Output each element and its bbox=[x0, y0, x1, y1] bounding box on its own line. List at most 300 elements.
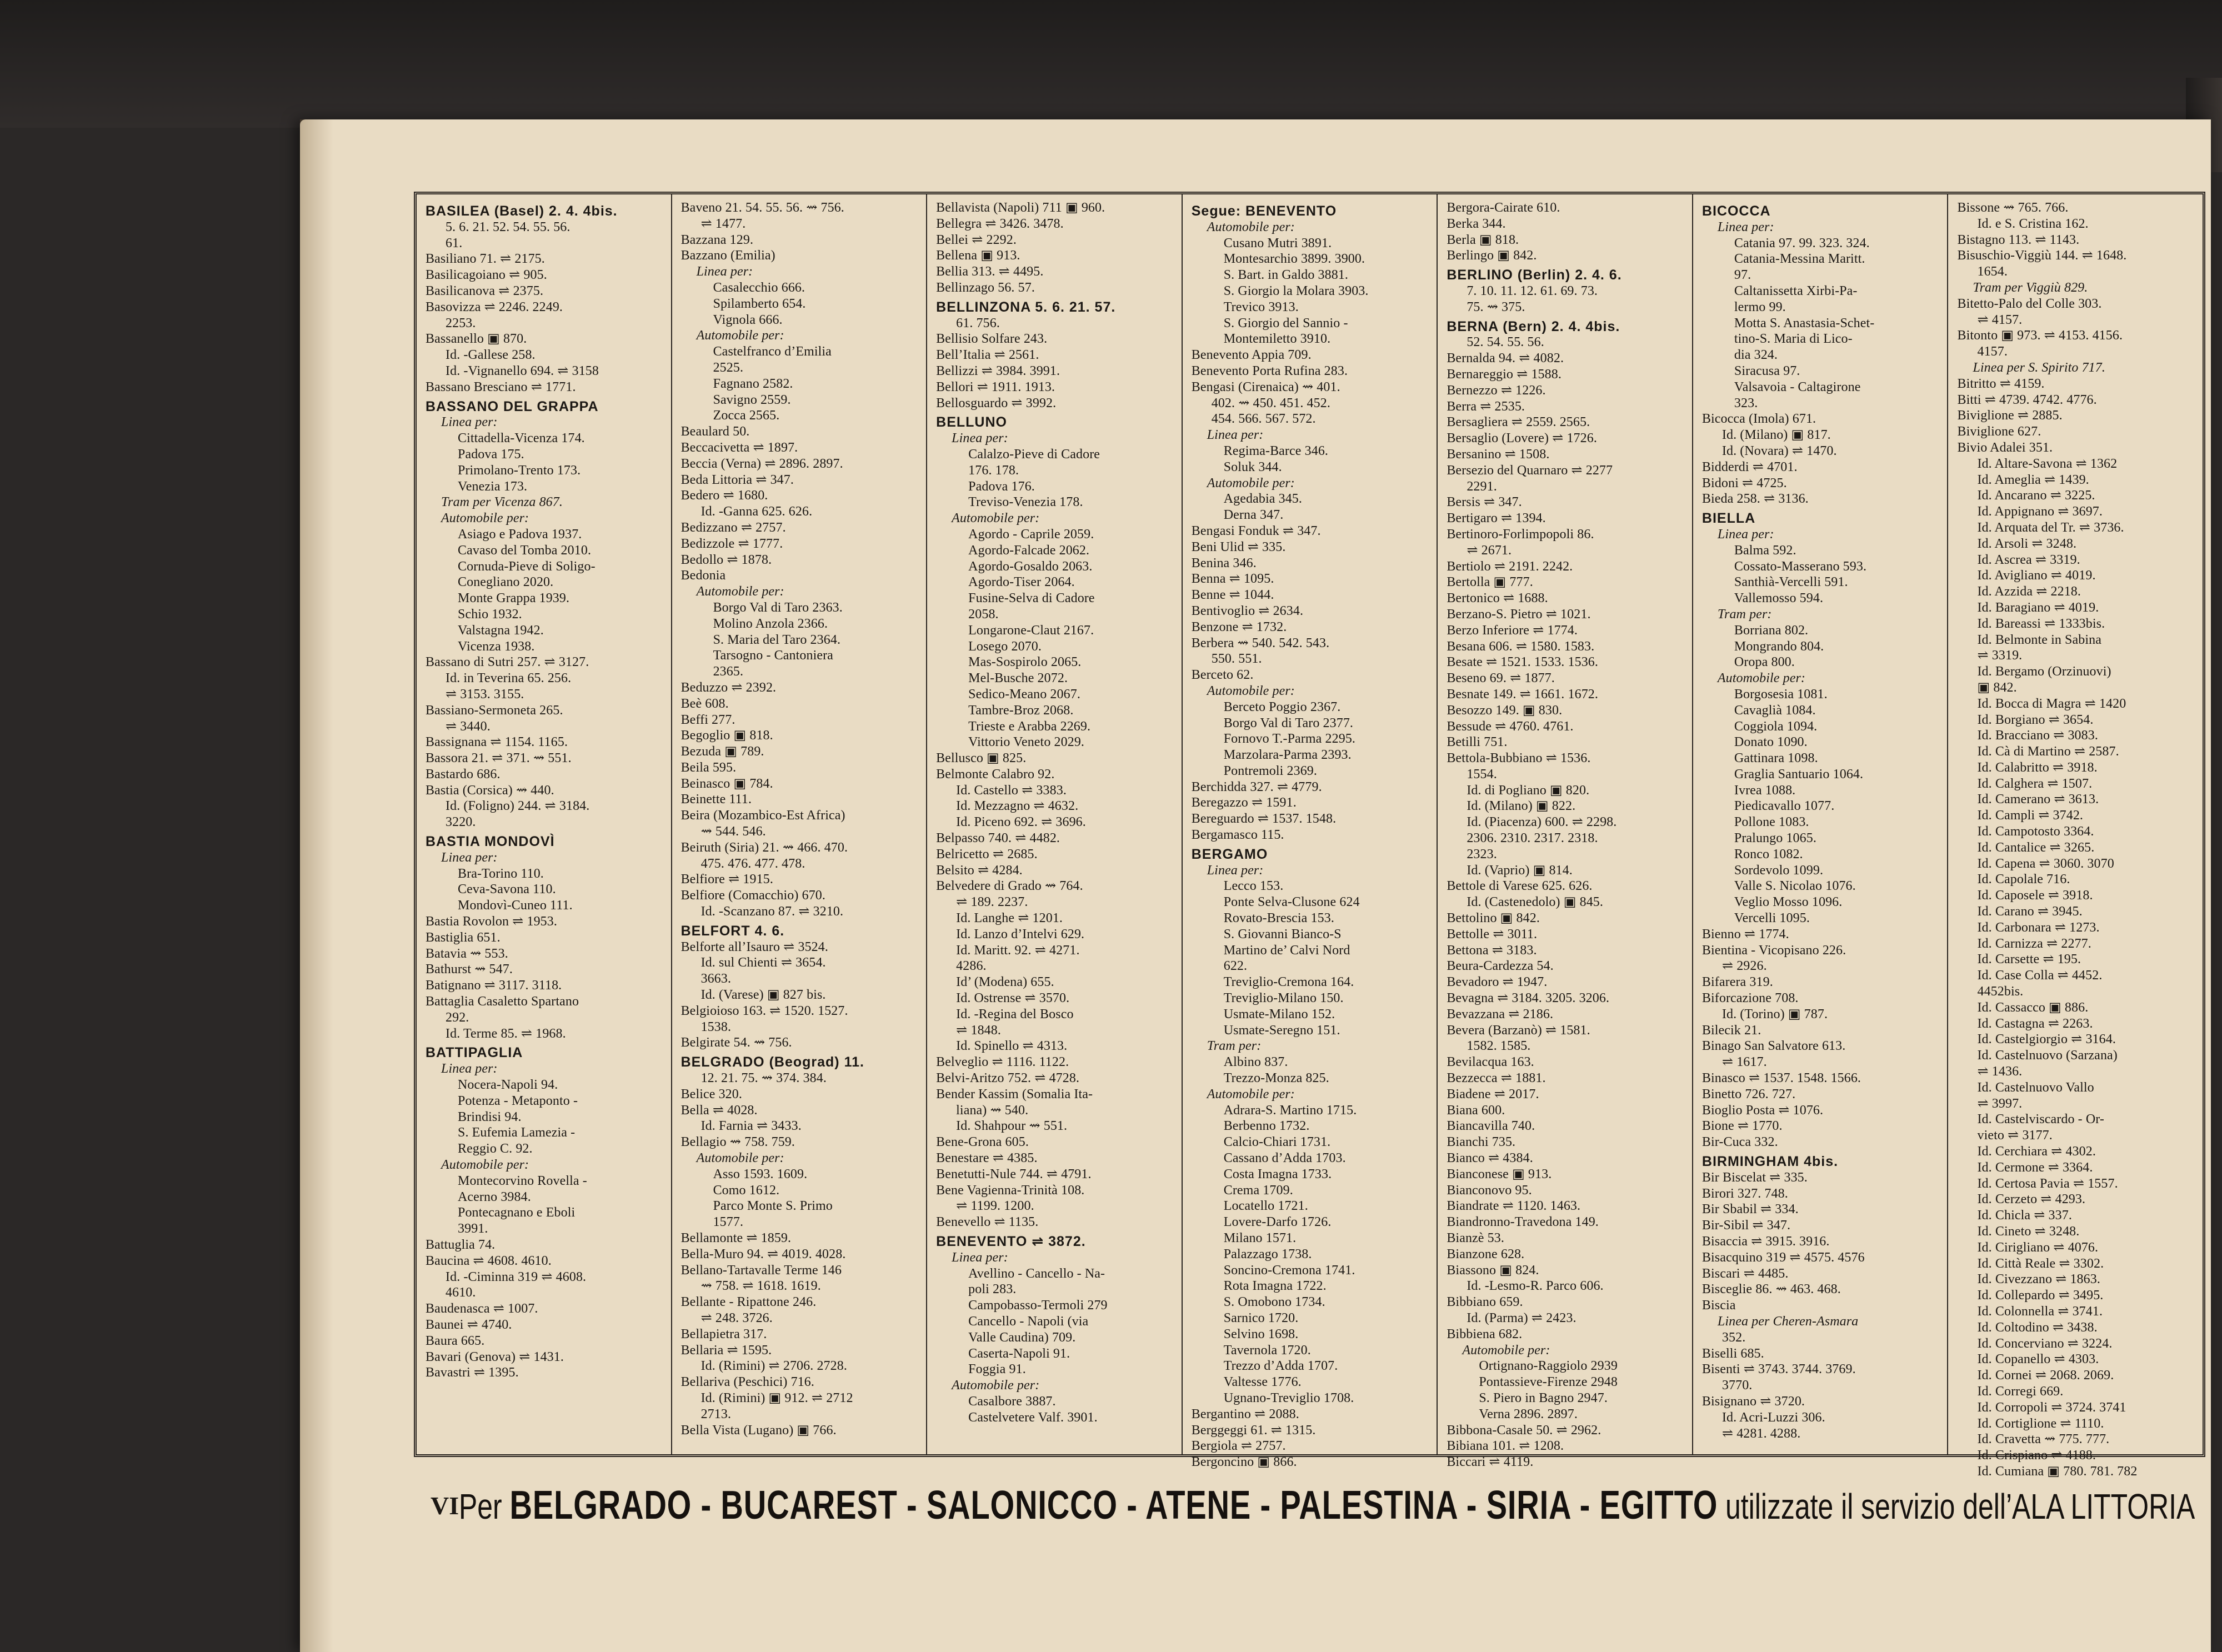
index-entry: 4157. bbox=[1977, 344, 2008, 359]
index-entry: Bisuschio-Viggiù 144. ⇌ 1648. bbox=[1957, 248, 2127, 263]
index-entry: Linea per: bbox=[1717, 527, 1774, 542]
entry-heading: BATTIPAGLIA bbox=[426, 1045, 523, 1061]
index-entry: Id. Farnia ⇌ 3433. bbox=[700, 1119, 802, 1134]
index-entry: Bianzone 628. bbox=[1447, 1246, 1525, 1261]
index-entry: Automobile per: bbox=[696, 328, 784, 343]
index-entry: Pontassieve-Firenze 2948 bbox=[1479, 1375, 1618, 1390]
index-entry: 5. 6. 21. 52. 54. 55. 56. bbox=[446, 219, 570, 234]
index-entry: Bertolla ▣ 777. bbox=[1447, 575, 1533, 590]
index-entry: Tarsogno - Cantoniera bbox=[713, 648, 833, 663]
index-entry: Milano 1571. bbox=[1223, 1231, 1297, 1245]
index-entry: Id. (Torino) ▣ 787. bbox=[1721, 1007, 1828, 1022]
index-entry: 4286. bbox=[956, 959, 987, 974]
index-entry: Id. Shahpour ⇝ 551. bbox=[956, 1119, 1068, 1134]
index-entry: Id. Civezzano ⇌ 1863. bbox=[1977, 1272, 2100, 1287]
index-entry: 2058. bbox=[968, 607, 999, 622]
index-entry: Linea per: bbox=[1207, 428, 1264, 443]
index-entry: Ceva-Savona 110. bbox=[458, 882, 556, 897]
index-entry: Bella Vista (Lugano) ▣ 766. bbox=[680, 1423, 837, 1438]
index-entry: Tavernola 1720. bbox=[1223, 1343, 1311, 1358]
index-entry: Tram per: bbox=[1717, 607, 1772, 622]
index-entry: Id. Azzida ⇌ 2218. bbox=[1977, 584, 2081, 599]
index-entry: Benevento Porta Rufina 283. bbox=[1191, 363, 1348, 378]
index-entry: Borgo Val di Taro 2377. bbox=[1223, 715, 1354, 730]
index-entry: Nocera-Napoli 94. bbox=[458, 1078, 558, 1093]
index-entry: Id. Cassacco ▣ 886. bbox=[1977, 1000, 2089, 1015]
entry-heading: BIRMINGHAM 4bis. bbox=[1701, 1154, 1839, 1170]
index-entry: Id. sul Chienti ⇌ 3654. bbox=[700, 955, 826, 970]
index-entry: Berra ⇌ 2535. bbox=[1447, 399, 1525, 414]
index-entry: Bir-Sibil ⇌ 347. bbox=[1701, 1218, 1791, 1233]
index-entry: Id. Coltodino ⇌ 3438. bbox=[1977, 1320, 2098, 1335]
index-entry: Trezzo-Monza 825. bbox=[1223, 1071, 1329, 1086]
index-entry: Rota Imagna 1722. bbox=[1223, 1279, 1327, 1294]
index-entry: Bessude ⇌ 4760. 4761. bbox=[1447, 719, 1574, 734]
index-entry: 3770. bbox=[1721, 1378, 1753, 1393]
index-entry: 4452bis. bbox=[1977, 984, 2024, 999]
index-entry: Automobile per: bbox=[1207, 475, 1295, 490]
index-entry: Benetutti-Nule 744. ⇌ 4791. bbox=[936, 1167, 1092, 1182]
index-entry: Adrara-S. Martino 1715. bbox=[1223, 1103, 1357, 1118]
index-entry: Soluk 344. bbox=[1223, 459, 1282, 474]
index-entry: S. Giorgio del Sannio - bbox=[1223, 316, 1348, 331]
index-entry: Cossato-Masserano 593. bbox=[1734, 559, 1867, 574]
index-entry: ⇌ 1477. bbox=[700, 216, 746, 231]
index-entry: Catania-Messina Maritt. bbox=[1734, 252, 1865, 267]
index-table bbox=[414, 192, 2205, 1479]
index-entry: Avellino - Cancello - Na- bbox=[968, 1266, 1105, 1281]
index-entry: Biscari ⇌ 4485. bbox=[1701, 1266, 1789, 1281]
index-entry: Valsavoia - Caltagirone bbox=[1734, 379, 1861, 394]
index-entry: Tram per Vicenza 867. bbox=[441, 495, 563, 510]
index-entry: Longarone-Claut 2167. bbox=[968, 623, 1094, 638]
index-entry: Id. Capena ⇌ 3060. 3070 bbox=[1977, 856, 2114, 871]
index-entry: 550. 551. bbox=[1211, 652, 1262, 667]
index-entry: 2525. bbox=[713, 360, 744, 375]
index-entry: Usmate-Milano 152. bbox=[1223, 1007, 1335, 1022]
index-entry: Linea per: bbox=[1717, 219, 1774, 234]
index-entry: Bastiglia 651. bbox=[426, 930, 501, 945]
index-entry: 402. ⇝ 450. 451. 452. bbox=[1211, 396, 1330, 411]
index-entry: Id. -Regina del Bosco bbox=[956, 1007, 1074, 1022]
index-entry: Belice 320. bbox=[680, 1087, 742, 1102]
index-entry: ⇌ 4157. bbox=[1977, 312, 2023, 327]
index-entry: Benina 346. bbox=[1191, 555, 1257, 570]
index-entry: Zocca 2565. bbox=[713, 408, 780, 423]
index-entry: Baudenasca ⇌ 1007. bbox=[426, 1301, 538, 1316]
entry-heading: BASILEA (Basel) 2. 4. 4bis. bbox=[426, 203, 618, 219]
index-entry: Catania 97. 99. 323. 324. bbox=[1734, 236, 1870, 251]
index-entry: ⇝ 758. ⇌ 1618. 1619. bbox=[700, 1279, 821, 1294]
index-entry: Primolano-Trento 173. bbox=[458, 463, 581, 478]
index-entry: Id. Piceno 692. ⇌ 3696. bbox=[956, 815, 1086, 830]
ad-destinations: BELGRADO - BUCAREST - SALONICCO - ATENE - PALESTINA - SIRIA - EGITTO bbox=[509, 1483, 1718, 1528]
index-entry: Bisacquino 319 ⇌ 4575. 4576 bbox=[1701, 1250, 1865, 1265]
index-entry: ▣ 842. bbox=[1977, 680, 2017, 695]
index-entry: Bastardo 686. bbox=[426, 767, 501, 782]
index-entry: Id. Camerano ⇌ 3613. bbox=[1977, 792, 2099, 807]
index-entry: Beni Ulid ⇌ 335. bbox=[1191, 539, 1286, 554]
index-entry: 1582. 1585. bbox=[1467, 1039, 1531, 1054]
index-entry: Bitritto ⇌ 4159. bbox=[1957, 376, 2045, 391]
index-entry: Casalecchio 666. bbox=[713, 280, 805, 295]
index-entry: Id. Carbonara ⇌ 1273. bbox=[1977, 920, 2100, 935]
index-entry: S. Giorgio la Molara 3903. bbox=[1223, 283, 1369, 298]
index-entry: Automobile per: bbox=[696, 584, 784, 599]
index-entry: Treviglio-Cremona 164. bbox=[1223, 975, 1354, 990]
index-entry: Cusano Mutri 3891. bbox=[1223, 236, 1332, 251]
index-entry: Id. -Ganna 625. 626. bbox=[700, 504, 813, 519]
index-entry: Bidderdi ⇌ 4701. bbox=[1701, 459, 1798, 474]
index-entry: Bianco ⇌ 4384. bbox=[1447, 1151, 1533, 1166]
index-entry: Id. Borgiano ⇌ 3654. bbox=[1977, 712, 2094, 727]
index-entry: Id. e S. Cristina 162. bbox=[1977, 216, 2089, 231]
index-entry: Berbenno 1732. bbox=[1223, 1119, 1310, 1134]
index-entry: Id. Corregi 669. bbox=[1977, 1384, 2064, 1399]
index-entry: Automobile per: bbox=[952, 511, 1040, 526]
index-entry: Id. (Piacenza) 600. ⇌ 2298. bbox=[1467, 815, 1617, 830]
index-entry: Id. Ascrea ⇌ 3319. bbox=[1977, 552, 2080, 567]
index-entry: 1577. bbox=[713, 1215, 744, 1230]
index-entry: 3663. bbox=[700, 972, 732, 987]
index-entry: Belsito ⇌ 4284. bbox=[936, 863, 1023, 878]
index-entry: Trezzo d’Adda 1707. bbox=[1223, 1359, 1338, 1374]
index-entry: Bellusco ▣ 825. bbox=[936, 751, 1027, 766]
index-entry: Bene Vagienna-Trinità 108. bbox=[936, 1183, 1085, 1198]
index-entry: Id. Calabritto ⇌ 3918. bbox=[1977, 760, 2098, 775]
index-entry: Palazzago 1738. bbox=[1223, 1246, 1312, 1261]
index-entry: Automobile per: bbox=[1207, 219, 1295, 234]
index-entry: Baunei ⇌ 4740. bbox=[426, 1317, 512, 1332]
index-entry: Bassano Bresciano ⇌ 1771. bbox=[426, 379, 576, 394]
index-entry: Montemiletto 3910. bbox=[1223, 332, 1331, 347]
index-entry: Beccacivetta ⇌ 1897. bbox=[680, 440, 798, 455]
index-column-3 bbox=[927, 194, 1183, 1454]
index-entry: ⇌ 1199. 1200. bbox=[956, 1199, 1034, 1214]
index-entry: Calalzo-Pieve di Cadore bbox=[968, 447, 1100, 462]
index-entry: Bathurst ⇝ 547. bbox=[426, 962, 513, 977]
index-entry: Id. Altare-Savona ⇌ 1362 bbox=[1977, 456, 2118, 471]
index-entry: Belfiore ⇌ 1915. bbox=[680, 872, 773, 887]
index-entry: Beira (Mozambico-Est Africa) bbox=[680, 808, 845, 823]
index-entry: Bellaria ⇌ 1595. bbox=[680, 1343, 772, 1358]
index-entry: Bertinoro-Forlimpopoli 86. bbox=[1447, 527, 1594, 542]
index-entry: ⇌ 3153. 3155. bbox=[446, 687, 524, 702]
index-entry: Bevazzana ⇌ 2186. bbox=[1447, 1007, 1554, 1022]
index-entry: Id. -Ciminna 319 ⇌ 4608. bbox=[446, 1269, 587, 1284]
index-entry: Belvedere di Grado ⇝ 764. bbox=[936, 879, 1083, 894]
index-entry: Bergamasco 115. bbox=[1191, 828, 1284, 843]
index-entry: Bisignano ⇌ 3720. bbox=[1701, 1394, 1805, 1409]
entry-heading: BELLINZONA 5. 6. 21. 57. bbox=[936, 299, 1116, 315]
index-entry: Id. Lanzo d’Intelvi 629. bbox=[956, 927, 1085, 942]
index-column-2 bbox=[672, 194, 928, 1454]
index-entry: Biviglione ⇌ 2885. bbox=[1957, 408, 2063, 423]
index-entry: Beè 608. bbox=[680, 696, 729, 711]
index-entry: Id. Cantalice ⇌ 3265. bbox=[1977, 840, 2095, 855]
index-entry: Id. Castelviscardo - Or- bbox=[1977, 1112, 2104, 1127]
index-entry: Coggiola 1094. bbox=[1734, 719, 1818, 734]
index-entry: Basovizza ⇌ 2246. 2249. bbox=[426, 299, 563, 314]
index-entry: Potenza - Metaponto - bbox=[458, 1093, 578, 1108]
index-entry: Rovato-Brescia 153. bbox=[1223, 911, 1334, 926]
index-entry: Biandrate ⇌ 1120. 1463. bbox=[1447, 1199, 1581, 1214]
index-entry: Berlingo ▣ 842. bbox=[1447, 248, 1537, 263]
index-entry: Valstagna 1942. bbox=[458, 623, 544, 638]
index-entry: Id. (Varese) ▣ 827 bis. bbox=[700, 988, 826, 1003]
index-entry: Acerno 3984. bbox=[458, 1189, 531, 1204]
index-entry: Mondovì-Cuneo 111. bbox=[458, 898, 573, 913]
index-entry: Biselli 685. bbox=[1701, 1346, 1764, 1361]
index-entry: Bene-Grona 605. bbox=[936, 1135, 1029, 1150]
index-entry: Linea per: bbox=[441, 1062, 498, 1077]
index-entry: Bassignana ⇌ 1154. 1165. bbox=[426, 735, 568, 750]
index-entry: Sordevolo 1099. bbox=[1734, 863, 1824, 878]
index-entry: poli 283. bbox=[968, 1282, 1017, 1297]
entry-heading: BELFORT 4. 6. bbox=[680, 923, 785, 939]
index-entry: Vercelli 1095. bbox=[1734, 911, 1810, 926]
index-entry: Pollone 1083. bbox=[1734, 815, 1809, 830]
index-entry: Vittorio Veneto 2029. bbox=[968, 735, 1085, 750]
index-entry: S. Omobono 1734. bbox=[1223, 1295, 1325, 1310]
index-entry: Besnate 149. ⇌ 1661. 1672. bbox=[1447, 687, 1598, 702]
index-entry: ⇌ 189. 2237. bbox=[956, 895, 1028, 910]
entry-heading: BELGRADO (Beograd) 11. bbox=[680, 1054, 864, 1070]
index-entry: ⇌ 3319. bbox=[1977, 648, 2023, 663]
index-entry: Berggeggi 61. ⇌ 1315. bbox=[1191, 1423, 1316, 1438]
index-entry: Automobile per: bbox=[441, 1158, 529, 1173]
index-entry: Besana 606. ⇌ 1580. 1583. bbox=[1447, 639, 1595, 654]
index-entry: Derna 347. bbox=[1223, 508, 1284, 523]
index-entry: Bisaccia ⇌ 3915. 3916. bbox=[1701, 1234, 1830, 1249]
index-entry: Bir Biscelat ⇌ 335. bbox=[1701, 1170, 1808, 1185]
index-entry: Bir Sbabil ⇌ 334. bbox=[1701, 1202, 1799, 1217]
index-entry: Schio 1932. bbox=[458, 607, 522, 622]
index-entry: Treviglio-Milano 150. bbox=[1223, 991, 1344, 1006]
index-entry: Baura 665. bbox=[426, 1333, 485, 1348]
index-entry: Id. Castello ⇌ 3383. bbox=[956, 783, 1067, 798]
index-entry: Locatello 1721. bbox=[1223, 1199, 1308, 1214]
background-dark-fabric bbox=[0, 0, 2222, 128]
index-entry: Bersagliera ⇌ 2559. 2565. bbox=[1447, 415, 1590, 430]
index-entry: Berbera ⇝ 540. 542. 543. bbox=[1191, 635, 1330, 650]
index-entry: Agordo - Caprile 2059. bbox=[968, 527, 1094, 542]
index-entry: Bettolle ⇌ 3011. bbox=[1447, 927, 1538, 942]
index-entry: Bieda 258. ⇌ 3136. bbox=[1701, 492, 1809, 507]
index-entry: Id. in Teverina 65. 256. bbox=[446, 671, 572, 686]
index-entry: Fusine-Selva di Cadore bbox=[968, 591, 1095, 606]
index-entry: Bertiolo ⇌ 2191. 2242. bbox=[1447, 559, 1573, 574]
index-entry: Bersis ⇌ 347. bbox=[1447, 495, 1522, 510]
index-entry: Id. Castelnuovo (Sarzana) bbox=[1977, 1048, 2118, 1063]
index-entry: Biscia bbox=[1701, 1298, 1736, 1313]
index-entry: ⇌ 1617. bbox=[1721, 1055, 1767, 1070]
index-entry: Battuglia 74. bbox=[426, 1238, 496, 1252]
index-entry: Bellinzago 56. 57. bbox=[936, 280, 1035, 295]
index-entry: Bassora 21. ⇌ 371. ⇝ 551. bbox=[426, 751, 572, 766]
index-entry: Id. Bracciano ⇌ 3083. bbox=[1977, 728, 2098, 743]
index-entry: Basilicagoiano ⇌ 905. bbox=[426, 268, 547, 283]
index-entry: Belfiore (Comacchio) 670. bbox=[680, 888, 825, 903]
index-entry: Piedicavallo 1077. bbox=[1734, 799, 1835, 814]
index-entry: Bevera (Barzanò) ⇌ 1581. bbox=[1447, 1023, 1590, 1038]
index-entry: Selvino 1698. bbox=[1223, 1326, 1299, 1341]
index-entry: Bertigaro ⇌ 1394. bbox=[1447, 511, 1546, 526]
index-entry: Id. Cravetta ⇝ 775. 777. bbox=[1977, 1432, 2110, 1447]
index-entry: 2713. bbox=[700, 1406, 732, 1421]
index-entry: Benevello ⇌ 1135. bbox=[936, 1215, 1039, 1230]
index-entry: ⇌ 4281. 4288. bbox=[1721, 1426, 1801, 1441]
index-entry: Linea per: bbox=[441, 415, 498, 430]
index-entry: Pontecagnano e Eboli bbox=[458, 1205, 575, 1220]
index-entry: Automobile per: bbox=[1462, 1343, 1550, 1358]
index-entry: Mas-Sospirolo 2065. bbox=[968, 655, 1082, 670]
index-entry: Siracusa 97. bbox=[1734, 363, 1800, 378]
entry-heading: Segue: BENEVENTO bbox=[1191, 203, 1337, 219]
index-column-5 bbox=[1438, 194, 1693, 1470]
index-entry: Automobile per: bbox=[696, 1151, 784, 1166]
index-column-7 bbox=[1948, 194, 2203, 1479]
index-entry: Berceto Poggio 2367. bbox=[1223, 699, 1341, 714]
index-entry: Padova 176. bbox=[968, 479, 1035, 494]
index-entry: 1554. bbox=[1467, 767, 1497, 782]
index-entry: Bedizzano ⇌ 2757. bbox=[680, 520, 786, 535]
index-entry: Bengasi (Cirenaica) ⇝ 401. bbox=[1191, 379, 1340, 394]
index-entry: Biccari ⇌ 4119. bbox=[1447, 1455, 1534, 1470]
page-number: VI bbox=[431, 1491, 459, 1520]
index-entry: Id. Castelnuovo Vallo bbox=[1977, 1080, 2094, 1095]
index-entry: Ugnano-Treviglio 1708. bbox=[1223, 1390, 1354, 1405]
index-entry: Id. di Pogliano ▣ 820. bbox=[1467, 783, 1590, 798]
index-entry: Id. Cà di Martino ⇌ 2587. bbox=[1977, 744, 2119, 759]
index-entry: Id. Città Reale ⇌ 3302. bbox=[1977, 1256, 2104, 1271]
index-entry: Linea per: bbox=[1207, 863, 1264, 878]
index-entry: Binago San Salvatore 613. bbox=[1701, 1039, 1846, 1054]
index-entry: Berzo Inferiore ⇌ 1774. bbox=[1447, 623, 1578, 638]
index-entry: 292. bbox=[446, 1010, 469, 1025]
index-entry: Beccia (Verna) ⇌ 2896. 2897. bbox=[680, 456, 843, 471]
index-entry: Agedabia 345. bbox=[1223, 492, 1302, 507]
index-entry: Cavaso del Tomba 2010. bbox=[458, 543, 592, 558]
index-entry: Biassono ▣ 824. bbox=[1447, 1263, 1539, 1278]
index-entry: Id. Appignano ⇌ 3697. bbox=[1977, 504, 2103, 519]
index-entry: Batignano ⇌ 3117. 3118. bbox=[426, 978, 562, 993]
index-entry: Bellosguardo ⇌ 3992. bbox=[936, 396, 1057, 411]
index-entry: Benne ⇌ 1044. bbox=[1191, 588, 1274, 603]
index-entry: Id. (Foligno) 244. ⇌ 3184. bbox=[446, 799, 590, 814]
index-entry: Bevagna ⇌ 3184. 3205. 3206. bbox=[1447, 991, 1610, 1006]
index-entry: 61. bbox=[446, 236, 463, 251]
index-entry: Baucina ⇌ 4608. 4610. bbox=[426, 1253, 552, 1268]
index-entry: Treviso-Venezia 178. bbox=[968, 495, 1083, 510]
index-entry: Basiliano 71. ⇌ 2175. bbox=[426, 252, 545, 267]
index-entry: Id. (Rimini) ▣ 912. ⇌ 2712 bbox=[700, 1390, 853, 1405]
index-entry: Castelfranco d’Emilia bbox=[713, 344, 832, 359]
index-entry: Vallemosso 594. bbox=[1734, 591, 1824, 606]
index-entry: Valtesse 1776. bbox=[1223, 1375, 1302, 1390]
index-entry: ⇌ 3997. bbox=[1977, 1096, 2023, 1111]
index-entry: Beffi 277. bbox=[680, 712, 735, 727]
index-entry: Bientina - Vicopisano 226. bbox=[1701, 943, 1846, 958]
index-entry: Bidoni ⇌ 4725. bbox=[1701, 475, 1787, 490]
entry-heading: BELLUNO bbox=[936, 414, 1007, 430]
index-entry: Bifarera 319. bbox=[1701, 975, 1773, 990]
index-entry: Berla ▣ 818. bbox=[1447, 232, 1519, 247]
index-entry: 7. 10. 11. 12. 61. 69. 73. bbox=[1467, 283, 1598, 298]
index-entry: Biandronno-Travedona 149. bbox=[1447, 1215, 1599, 1230]
index-entry: Biforcazione 708. bbox=[1701, 991, 1799, 1006]
index-entry: Asiago e Padova 1937. bbox=[458, 527, 582, 542]
index-entry: Cassano d’Adda 1703. bbox=[1223, 1151, 1346, 1166]
index-entry: Bettole di Varese 625. 626. bbox=[1447, 879, 1593, 894]
index-entry: Id. Bareassi ⇌ 1333bis. bbox=[1977, 616, 2105, 631]
index-entry: Lovere-Darfo 1726. bbox=[1223, 1215, 1332, 1230]
index-entry: Bibbiena 682. bbox=[1447, 1326, 1523, 1341]
index-entry: Santhià-Vercelli 591. bbox=[1734, 575, 1848, 590]
index-entry: Id. Chicla ⇌ 337. bbox=[1977, 1208, 2072, 1223]
index-entry: Bellia 313. ⇌ 4495. bbox=[936, 264, 1044, 279]
index-entry: Bitonto ▣ 973. ⇌ 4153. 4156. bbox=[1957, 328, 2123, 343]
entry-heading: BASSANO DEL GRAPPA bbox=[426, 398, 599, 414]
ad-tail: utilizzate il servizio dell’ALA LITTORIA bbox=[1725, 1486, 2195, 1526]
index-entry: Id. Carnizza ⇌ 2277. bbox=[1977, 936, 2091, 951]
index-entry: Beduzzo ⇌ 2392. bbox=[680, 680, 777, 695]
index-entry: Bianconese ▣ 913. bbox=[1447, 1167, 1552, 1182]
index-entry: Bender Kassim (Somalia Ita- bbox=[936, 1087, 1093, 1102]
index-entry: Id. Copanello ⇌ 4303. bbox=[1977, 1352, 2099, 1367]
index-entry: Id. Colonnella ⇌ 3741. bbox=[1977, 1304, 2103, 1319]
index-entry: Conegliano 2020. bbox=[458, 575, 554, 590]
index-entry: Automobile per: bbox=[1207, 683, 1295, 698]
index-entry: Id. Mezzagno ⇌ 4632. bbox=[956, 799, 1079, 814]
index-column-6 bbox=[1693, 194, 1949, 1454]
index-entry: Bernezzo ⇌ 1226. bbox=[1447, 383, 1546, 398]
index-entry: ⇌ 2671. bbox=[1467, 543, 1512, 558]
index-entry: Id. Collepardo ⇌ 3495. bbox=[1977, 1288, 2104, 1303]
index-entry: S. Maria del Taro 2364. bbox=[713, 632, 841, 647]
index-entry: Berzano-S. Pietro ⇌ 1021. bbox=[1447, 607, 1591, 622]
index-entry: Savigno 2559. bbox=[713, 392, 791, 407]
index-entry: Id. (Milano) ▣ 822. bbox=[1467, 799, 1576, 814]
index-entry: 2365. bbox=[713, 664, 744, 679]
index-entry: 75. ⇝ 375. bbox=[1467, 299, 1525, 314]
index-entry: Bellariva (Peschici) 716. bbox=[680, 1375, 815, 1390]
index-entry: Id. Cerchiara ⇌ 4302. bbox=[1977, 1144, 2096, 1159]
index-entry: Linea per: bbox=[696, 264, 753, 279]
index-entry: Bisceglie 86. ⇝ 463. 468. bbox=[1701, 1282, 1841, 1297]
index-entry: Bettona ⇌ 3183. bbox=[1447, 943, 1537, 958]
index-entry: Beila 595. bbox=[680, 760, 737, 775]
index-entry: Bienno ⇌ 1774. bbox=[1701, 927, 1789, 942]
index-entry: Brindisi 94. bbox=[458, 1109, 522, 1124]
index-entry: Id. Carano ⇌ 3945. bbox=[1977, 904, 2083, 919]
index-entry: Bellano-Tartavalle Terme 146 bbox=[680, 1263, 842, 1278]
index-entry: 2291. bbox=[1467, 479, 1497, 494]
index-entry: Bernalda 94. ⇌ 4082. bbox=[1447, 351, 1564, 366]
index-entry: Berchidda 327. ⇌ 4779. bbox=[1191, 779, 1322, 794]
index-entry: Bavastri ⇌ 1395. bbox=[426, 1365, 519, 1380]
index-entry: Bellante - Ripattone 246. bbox=[680, 1295, 817, 1310]
index-entry: Beura-Cardezza 54. bbox=[1447, 959, 1554, 974]
entry-heading: BIELLA bbox=[1701, 510, 1756, 527]
index-entry: Bellisio Solfare 243. bbox=[936, 332, 1048, 347]
index-entry: Bioglio Posta ⇌ 1076. bbox=[1701, 1103, 1824, 1118]
index-entry: Spilamberto 654. bbox=[713, 296, 806, 311]
index-entry: dia 324. bbox=[1734, 348, 1778, 363]
index-entry: Lecco 153. bbox=[1223, 879, 1284, 894]
index-entry: S. Bart. in Galdo 3881. bbox=[1223, 268, 1349, 283]
index-entry: Bir-Cuca 332. bbox=[1701, 1135, 1778, 1150]
